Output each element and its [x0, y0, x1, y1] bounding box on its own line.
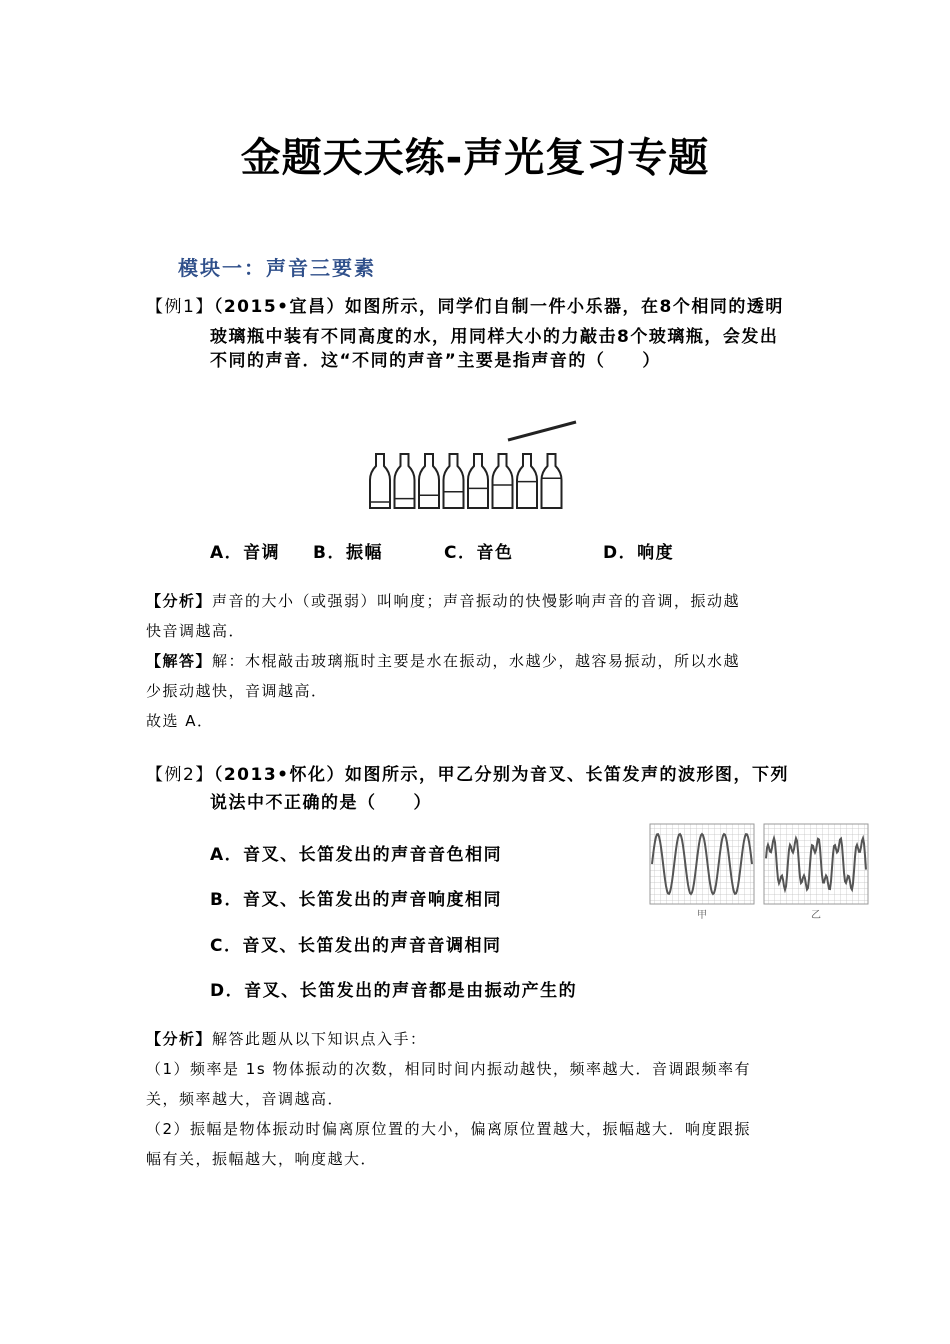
example-1-answer-line-3: 故选 A． — [146, 712, 214, 730]
bottles-figure — [360, 416, 580, 516]
wave-label-left: 甲 — [697, 910, 707, 921]
example-1-option-b: B．振幅 — [313, 543, 383, 563]
example-2-option-c: C．音叉、长笛发出的声音音调相同 — [210, 936, 502, 956]
bottle — [493, 454, 513, 508]
answer-tag: 【解答】 — [146, 652, 213, 670]
example-2-option-a: A．音叉、长笛发出的声音音色相同 — [210, 845, 503, 865]
module-heading: 模块一：声音三要素 — [178, 256, 376, 280]
waveform-figure — [648, 822, 870, 922]
example-2-analysis-line-2: （1）频率是 1s 物体振动的次数，相同时间内振动越快，频率越大．音调跟频率有 — [146, 1060, 751, 1078]
bottle — [444, 454, 464, 508]
example-2-question — [146, 760, 789, 790]
example-1-question — [146, 292, 784, 322]
waveform-grid-left — [650, 824, 754, 904]
example-2-tag: 【例2】 — [146, 765, 214, 785]
wave-label-right: 乙 — [811, 910, 821, 921]
example-1-analysis-line-2: 快音调越高． — [146, 622, 246, 640]
analysis-tag: 【分析】 — [146, 592, 213, 610]
example-2-option-b: B．音叉、长笛发出的声音响度相同 — [210, 890, 502, 910]
example-1-option-c: C．音色 — [444, 543, 514, 563]
example-1-tag: 【例1】 — [146, 297, 214, 317]
example-2-analysis-line-3: 关，频率越大，音调越高． — [146, 1090, 345, 1108]
example-1-answer — [146, 646, 740, 676]
example-1-option-a: A．音调 — [210, 543, 281, 563]
analysis-2-line-1: 解答此题从以下知识点入手： — [212, 1030, 427, 1048]
striking-stick — [508, 422, 576, 440]
example-1-line-1: （2015•宜昌）如图所示，同学们自制一件小乐器，在8个相同的透明 — [213, 297, 784, 317]
analysis-tag-2: 【分析】 — [146, 1030, 213, 1048]
bottle — [468, 454, 488, 508]
page-title: 金题天天练-声光复习专题 — [240, 135, 710, 181]
analysis-line-1: 声音的大小（或强弱）叫响度；声音振动的快慢影响声音的音调，振动越 — [212, 592, 741, 610]
example-1-analysis — [146, 586, 740, 616]
example-2-line-2: 说法中不正确的是（ ） — [210, 793, 432, 813]
bottle-group — [370, 454, 562, 508]
bottle — [395, 454, 415, 508]
answer-line-1: 解：木棍敲击玻璃瓶时主要是水在振动，水越少，越容易振动，所以水越 — [212, 652, 741, 670]
example-2-analysis-line-4: （2）振幅是物体振动时偏离原位置的大小，偏离原位置越大，振幅越大．响度跟振 — [146, 1120, 752, 1138]
bottle — [419, 454, 439, 508]
example-1-line-3: 不同的声音．这“不同的声音”主要是指声音的（ ） — [210, 351, 661, 371]
example-2-analysis — [146, 1024, 427, 1054]
example-1-answer-line-2: 少振动越快，音调越高． — [146, 682, 328, 700]
example-1-line-2: 玻璃瓶中装有不同高度的水，用同样大小的力敲击8个玻璃瓶，会发出 — [210, 327, 779, 347]
example-2-analysis-line-5: 幅有关，振幅越大，响度越大． — [146, 1150, 378, 1168]
bottle — [542, 454, 562, 508]
example-1-option-d: D．响度 — [603, 543, 675, 563]
bottle — [370, 454, 390, 508]
example-2-line-1: （2013•怀化）如图所示，甲乙分别为音叉、长笛发声的波形图，下列 — [213, 765, 790, 785]
example-2-option-d: D．音叉、长笛发出的声音都是由振动产生的 — [210, 981, 578, 1001]
